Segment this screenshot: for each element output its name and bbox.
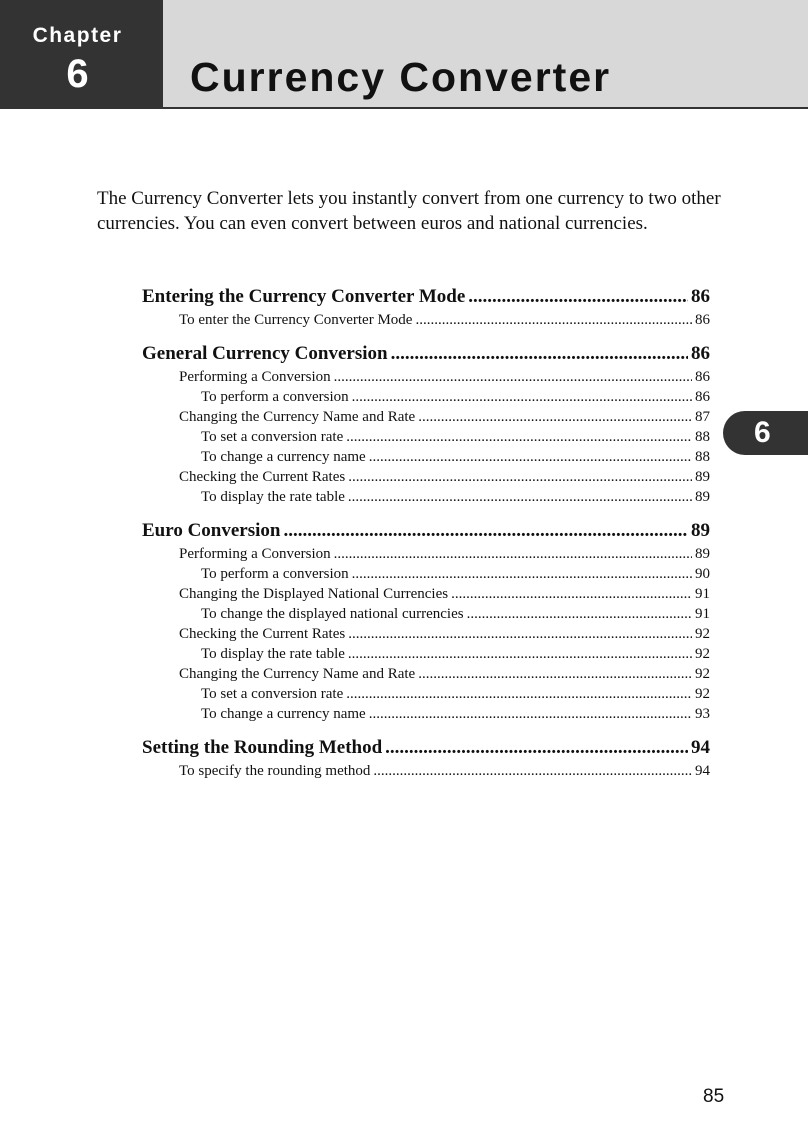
- chapter-side-tab: 6: [723, 411, 808, 455]
- toc-leader-dots: [348, 644, 692, 664]
- toc-entry[interactable]: [142, 761, 710, 781]
- toc-entry[interactable]: [142, 704, 710, 724]
- toc-leader-dots: [418, 664, 692, 684]
- toc-leader-dots: [348, 624, 692, 644]
- toc-section-gap: [142, 724, 710, 735]
- toc-leader-dots: [334, 544, 692, 564]
- toc-entry-title: To enter the Currency Converter Mode: [179, 312, 413, 328]
- toc-page-number: 91: [695, 606, 710, 622]
- toc-entry-title: To specify the rounding method: [179, 763, 371, 779]
- toc-entry-title: Changing the Currency Name and Rate: [179, 666, 416, 682]
- toc-leader-dots: [418, 407, 692, 427]
- toc-entry-title: Setting the Rounding Method: [142, 737, 383, 758]
- toc-section-entry[interactable]: [142, 284, 710, 310]
- toc-entry-title: Euro Conversion: [142, 520, 281, 541]
- toc-leader-dots: [346, 684, 692, 704]
- toc-leader-dots: [352, 387, 692, 407]
- toc-page-number: 89: [695, 469, 710, 485]
- toc-entry[interactable]: [142, 487, 710, 507]
- page-number: 85: [703, 1086, 725, 1107]
- toc-page-number: 92: [695, 646, 710, 662]
- toc-entry-title: To set a conversion rate: [201, 686, 344, 702]
- toc-page-number: 86: [691, 343, 710, 364]
- toc-page-number: 91: [695, 586, 710, 602]
- toc-entry-title: To perform a conversion: [201, 389, 349, 405]
- toc-section-gap: [142, 507, 710, 518]
- toc-entry-title: Performing a Conversion: [179, 369, 331, 385]
- toc-entry[interactable]: [142, 447, 710, 467]
- toc-entry[interactable]: [142, 624, 710, 644]
- toc-section-gap: [142, 330, 710, 341]
- table-of-contents: [142, 284, 710, 781]
- toc-entry[interactable]: [142, 544, 710, 564]
- toc-entry-title: Checking the Current Rates: [179, 626, 346, 642]
- toc-entry-title: To set a conversion rate: [201, 429, 344, 445]
- toc-page-number: 87: [695, 409, 710, 425]
- toc-entry[interactable]: [142, 427, 710, 447]
- toc-page-number: 94: [691, 737, 710, 758]
- chapter-label: Chapter: [32, 24, 123, 47]
- toc-page-number: 86: [695, 369, 710, 385]
- toc-page-number: 92: [695, 686, 710, 702]
- toc-leader-dots: [468, 284, 688, 310]
- toc-leader-dots: [373, 761, 692, 781]
- toc-leader-dots: [283, 518, 688, 544]
- toc-entry[interactable]: [142, 684, 710, 704]
- toc-page-number: 86: [695, 312, 710, 328]
- toc-entry-title: To display the rate table: [201, 646, 345, 662]
- toc-page-number: 92: [695, 666, 710, 682]
- toc-leader-dots: [385, 735, 688, 761]
- toc-leader-dots: [391, 341, 688, 367]
- toc-page-number: 88: [695, 429, 710, 445]
- toc-leader-dots: [348, 467, 692, 487]
- toc-page-number: 94: [695, 763, 710, 779]
- toc-entry-title: To change a currency name: [201, 706, 366, 722]
- toc-entry[interactable]: [142, 564, 710, 584]
- toc-section-entry[interactable]: [142, 341, 710, 367]
- toc-entry-title: Checking the Current Rates: [179, 469, 346, 485]
- toc-leader-dots: [415, 310, 692, 330]
- toc-page-number: 86: [695, 389, 710, 405]
- toc-page-number: 86: [691, 286, 710, 307]
- toc-entry[interactable]: [142, 367, 710, 387]
- toc-entry[interactable]: [142, 387, 710, 407]
- toc-entry-title: Changing the Displayed National Currencies: [179, 586, 449, 602]
- toc-entry-title: To change a currency name: [201, 449, 366, 465]
- toc-leader-dots: [352, 564, 692, 584]
- toc-page-number: 93: [695, 706, 710, 722]
- toc-entry-title: Entering the Currency Converter Mode: [142, 286, 466, 307]
- toc-entry[interactable]: [142, 467, 710, 487]
- toc-entry[interactable]: [142, 644, 710, 664]
- toc-leader-dots: [348, 487, 692, 507]
- toc-leader-dots: [346, 427, 692, 447]
- toc-entry-title: To perform a conversion: [201, 566, 349, 582]
- toc-leader-dots: [467, 604, 692, 624]
- page-title: Currency Converter: [190, 54, 612, 100]
- toc-entry-title: Performing a Conversion: [179, 546, 331, 562]
- toc-entry[interactable]: [142, 310, 710, 330]
- toc-page-number: 88: [695, 449, 710, 465]
- chapter-number: 6: [66, 52, 89, 96]
- toc-entry[interactable]: [142, 664, 710, 684]
- toc-leader-dots: [334, 367, 692, 387]
- intro-paragraph: The Currency Converter lets you instantly convert from one currency to two other currencies. You can even convert between euros and national currencies.: [97, 188, 721, 234]
- toc-page-number: 89: [691, 520, 710, 541]
- toc-entry-title: To change the displayed national currencies: [201, 606, 464, 622]
- toc-entry[interactable]: [142, 407, 710, 427]
- toc-section-entry[interactable]: [142, 735, 710, 761]
- toc-page-number: 89: [695, 546, 710, 562]
- toc-leader-dots: [369, 447, 692, 467]
- toc-leader-dots: [369, 704, 692, 724]
- toc-entry-title: General Currency Conversion: [142, 343, 388, 364]
- chapter-badge: [0, 0, 163, 109]
- toc-page-number: 90: [695, 566, 710, 582]
- toc-entry[interactable]: [142, 584, 710, 604]
- toc-entry-title: Changing the Currency Name and Rate: [179, 409, 416, 425]
- toc-entry[interactable]: [142, 604, 710, 624]
- toc-leader-dots: [451, 584, 692, 604]
- toc-entry-title: To display the rate table: [201, 489, 345, 505]
- toc-page-number: 92: [695, 626, 710, 642]
- toc-page-number: 89: [695, 489, 710, 505]
- title-band: [163, 0, 808, 109]
- toc-section-entry[interactable]: [142, 518, 710, 544]
